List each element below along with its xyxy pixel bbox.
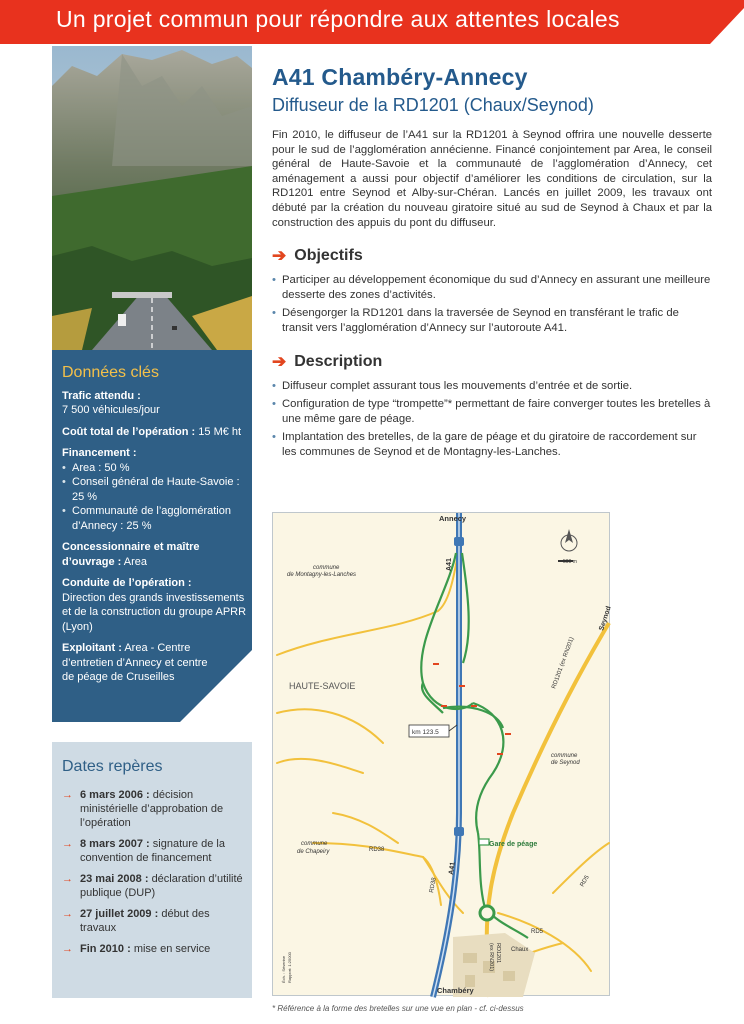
secondary-roads	[277, 553, 609, 983]
map-credit-2: Rapport: 1:25000	[287, 952, 292, 983]
objectifs-list	[272, 273, 712, 335]
label-rd38-vertical: RD38	[429, 877, 438, 894]
list-item: • Participer au développement économique du sud d’Annecy en assurant une meilleure desserte des zones d’activités.	[272, 273, 712, 302]
key-dates-title: Dates repères	[62, 758, 163, 775]
map-credit-1: Éch. : Séverine	[281, 955, 286, 983]
cout-label: Coût total de l’opération :	[62, 425, 196, 438]
date-text: décision ministérielle d’approbation de l’opération	[80, 789, 224, 829]
list-item: • Diffuseur complet assurant tous les mouvements d’entrée et de sortie.	[272, 379, 712, 394]
financement-label: Financement :	[62, 447, 137, 459]
date-text: début des travaux	[80, 908, 210, 934]
label-scale: 500 m	[563, 559, 577, 565]
arrow-right-icon: →	[62, 943, 73, 955]
north-arrow-icon	[561, 529, 577, 551]
concession-label: Concessionnaire et maître d’ouvrage :	[62, 541, 200, 568]
date-label: 27 juillet 2009 :	[80, 908, 159, 920]
list-item: • Implantation des bretelles, de la gare de péage et du giratoire de raccordement sur les communes de Seynod et de Montagny-les-Lanches.	[272, 430, 712, 459]
objectifs-title: Objectifs	[294, 247, 363, 265]
date-text: déclaration d’utilité publique (DUP)	[80, 873, 243, 899]
date-label: 23 mai 2008 :	[80, 873, 149, 885]
objectifs-heading	[272, 246, 712, 266]
roundabout	[480, 906, 494, 920]
photo-illustration	[52, 46, 252, 350]
label-chapeiry-2: de Chapeiry	[297, 849, 330, 855]
label-chapeiry-1: commune	[301, 841, 328, 847]
trafic-label: Trafic attendu :	[62, 389, 141, 402]
concession-block	[62, 540, 248, 569]
label-chaux: Chaux	[511, 947, 529, 953]
key-dates-panel	[52, 742, 252, 998]
arrow-right-icon: →	[62, 838, 73, 850]
trafic-block	[62, 389, 248, 418]
financement-item: • Area : 50 %	[62, 461, 248, 476]
km-leader-line	[449, 725, 457, 731]
trafic-value: 7 500 véhicules/jour	[62, 404, 160, 416]
date-item	[62, 942, 246, 956]
date-item	[62, 872, 246, 900]
conduite-label: Conduite de l’opération :	[62, 577, 192, 589]
description-title: Description	[294, 352, 383, 370]
date-label: 8 mars 2007 :	[80, 838, 150, 850]
financement-item: • Communauté de l’agglomération d’Annecy : 25 %	[62, 504, 248, 533]
label-rd38: RD38	[369, 847, 385, 853]
label-rd1201-bottom-2: (ex RN201)	[488, 943, 494, 972]
label-rd5-bottom: RD5	[531, 929, 544, 935]
key-data-panel	[52, 350, 252, 722]
date-item	[62, 907, 246, 935]
label-rd1201-bottom-1: RD1201	[495, 943, 501, 964]
conduite-block	[62, 576, 248, 634]
cout-value: 15 M€ ht	[198, 425, 242, 438]
date-label: 6 mars 2006 :	[80, 789, 150, 801]
arrow-right-icon: ➔	[272, 351, 287, 371]
label-montagny-2: de Montagny-les-Lanches	[287, 572, 357, 578]
date-label: Fin 2010 :	[80, 943, 131, 955]
financement-item: • Conseil général de Haute-Savoie : 25 %	[62, 475, 248, 504]
top-banner	[0, 0, 744, 44]
motorway-shield	[454, 537, 464, 546]
label-commune-seynod-1: commune	[551, 753, 578, 759]
toll-gate	[479, 839, 489, 845]
label-haute-savoie: HAUTE-SAVOIE	[289, 681, 356, 691]
page-subtitle: Diffuseur de la RD1201 (Chaux/Seynod)	[272, 95, 594, 115]
label-chambery: Chambéry	[437, 986, 474, 995]
arrow-right-icon: ➔	[272, 246, 287, 266]
arrow-right-icon: →	[62, 873, 73, 885]
list-item: • Configuration de type “trompette”* permettant de faire converger toutes les bretelles à une même gare de péage.	[272, 397, 712, 426]
interchange-map	[272, 512, 613, 996]
financement-list	[62, 461, 248, 534]
motorway-shield	[454, 827, 464, 836]
cout-block	[62, 425, 248, 440]
label-km: km 123.5	[412, 729, 439, 736]
intro-paragraph: Fin 2010, le diffuseur de l’A41 sur la RD1201 à Seynod offrira une nouvelle desserte pour le sud de l’agglomération annécienne. Financé conjointement par Area, le conseil général de Haute-Savoie et la communauté de l’agglomération d’Annecy, cet aménagement a aussi pour objectif d’améliorer les conditions de circulation, sur la RD1201 entre Seynod et Alby-sur-Chéran. Lancés en juillet 2009, les travaux ont débuté par la création du nouveau giratoire situé au sud de Seynod à Chaux et par la construction des appuis du pont du diffuseur.	[272, 129, 712, 229]
description-list	[272, 379, 712, 460]
banner-title: Un projet commun pour répondre aux attentes locales	[56, 6, 620, 32]
date-item	[62, 837, 246, 865]
label-gare: Gare de péage	[489, 841, 538, 848]
label-seynod: Seynod	[598, 605, 613, 632]
list-item: • Désengorger la RD1201 dans la traversée de Seynod en transférant le trafic de transit vers l’agglomération d’Annecy sur l’autoroute A41.	[272, 306, 712, 335]
work-markers	[433, 663, 511, 755]
main-content	[272, 64, 712, 464]
date-text: signature de la convention de financement	[80, 838, 225, 864]
label-montagny-1: commune	[313, 565, 340, 571]
arrow-right-icon: →	[62, 789, 73, 801]
exploitant-value: Area - Centre d’entretien d’Annecy et centre de péage de Cruseilles	[62, 642, 208, 683]
map-svg	[273, 513, 611, 997]
mountain-highway-photo	[52, 46, 252, 350]
label-commune-seynod-2: de Seynod	[551, 760, 580, 766]
page-title: A41 Chambéry-Annecy	[272, 64, 528, 90]
footnote: * Référence à la forme des bretelles sur une vue en plan - cf. ci-dessus	[272, 1004, 524, 1013]
date-item	[62, 788, 246, 830]
key-dates-list	[62, 788, 246, 963]
label-a41-top: A41	[446, 558, 453, 571]
label-annecy: Annecy	[439, 514, 467, 523]
financement-block	[62, 446, 248, 533]
description-heading	[272, 352, 712, 372]
conduite-value: Direction des grands investissements et de la construction du groupe APRR (Lyon)	[62, 591, 247, 633]
label-a41-bottom: A41	[448, 861, 457, 876]
label-rd5-right: RD5	[579, 874, 591, 888]
key-data-title: Données clés	[62, 364, 159, 381]
arrow-right-icon: →	[62, 908, 73, 920]
concession-value: Area	[123, 555, 147, 568]
date-text: mise en service	[133, 943, 211, 955]
exploitant-block	[62, 641, 212, 685]
exploitant-label: Exploitant :	[62, 642, 122, 654]
label-rd1201-top: RD1201 (ex RN201)	[551, 636, 576, 690]
